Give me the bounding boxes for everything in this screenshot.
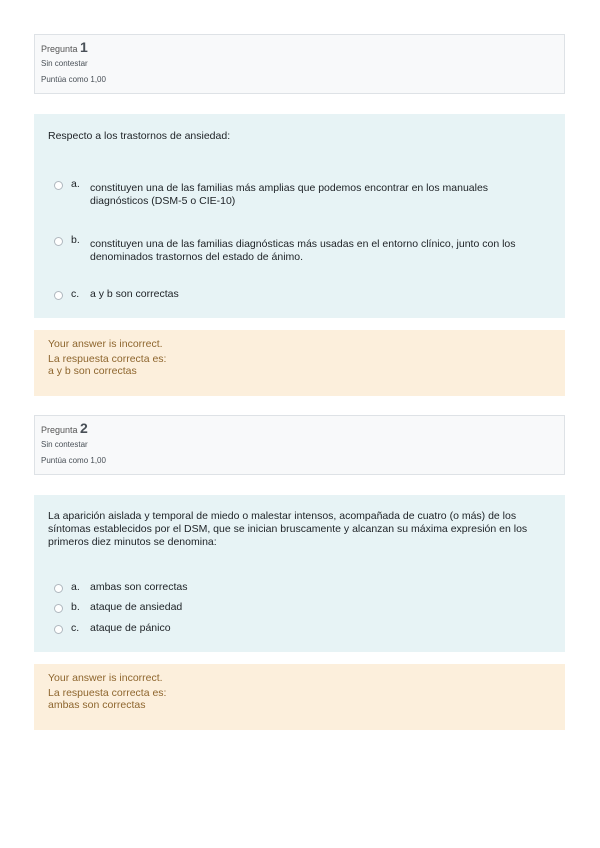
q2-content — [34, 495, 565, 652]
q2-number-label: Pregunta — [41, 425, 78, 435]
q2-status: Sin contestar — [41, 440, 88, 449]
q2-option-b-letter: b. — [71, 601, 80, 613]
q1-radio-b[interactable] — [54, 237, 63, 246]
q2-option-a[interactable] — [54, 581, 545, 595]
q2-option-c-text: ataque de pánico — [90, 622, 171, 634]
q1-radio-a[interactable] — [54, 181, 63, 190]
q2-radio-a[interactable] — [54, 584, 63, 593]
q1-radio-c[interactable] — [54, 291, 63, 300]
q2-option-c[interactable] — [54, 622, 545, 636]
q1-correct-answer: a y b son correctas — [48, 365, 137, 377]
q1-option-b[interactable] — [54, 234, 545, 263]
q1-feedback — [34, 330, 565, 396]
q1-feedback-incorrect: Your answer is incorrect. — [48, 338, 163, 350]
q2-feedback — [34, 664, 565, 730]
q1-number-label: Pregunta — [41, 44, 78, 54]
q2-radio-b[interactable] — [54, 604, 63, 613]
q1-number — [41, 40, 558, 56]
q2-option-a-text: ambas son correctas — [90, 581, 188, 593]
q1-content — [34, 114, 565, 318]
q1-status: Sin contestar — [41, 59, 88, 68]
q1-number-value: 1 — [80, 39, 88, 55]
q1-option-c-letter: c. — [71, 288, 80, 300]
q1-grade: Puntúa como 1,00 — [41, 75, 106, 84]
q1-info-box — [34, 34, 565, 94]
q2-grade: Puntúa como 1,00 — [41, 456, 106, 465]
q1-option-b-text: constituyen una de las familias diagnósticas más usadas en el entorno clínico, junto con los denominados trastornos del estado de ánimo. — [90, 238, 516, 263]
q2-info-box — [34, 415, 565, 475]
q2-option-b[interactable] — [54, 601, 545, 615]
q1-option-c-text: a y b son correctas — [90, 288, 179, 300]
q2-option-a-letter: a. — [71, 581, 80, 593]
q2-number-value: 2 — [80, 420, 88, 436]
q2-number — [41, 421, 558, 437]
q1-option-b-letter: b. — [71, 234, 80, 246]
q1-text: Respecto a los trastornos de ansiedad: — [48, 130, 231, 142]
q1-correct-label: La respuesta correcta es: — [48, 353, 167, 365]
q2-option-b-text: ataque de ansiedad — [90, 601, 183, 613]
q2-text: La aparición aislada y temporal de miedo o malestar intensos, acompañada de cuatro (o más) de los síntomas establecidos por el DSM, que se inician bruscamente y alcanzan su máxima expresión en los primeros diez minutos se denomina: — [48, 510, 528, 548]
q1-option-a[interactable] — [54, 178, 545, 207]
q2-correct-label: La respuesta correcta es: — [48, 687, 167, 699]
q1-option-c[interactable] — [54, 288, 545, 302]
q1-option-a-text: constituyen una de las familias más amplias que podemos encontrar en los manuales diagnósticos (DSM-5 o CIE-10) — [90, 182, 489, 207]
q2-correct-answer: ambas son correctas — [48, 699, 146, 711]
q2-option-c-letter: c. — [71, 622, 80, 634]
q2-feedback-incorrect: Your answer is incorrect. — [48, 672, 163, 684]
q1-option-a-letter: a. — [71, 178, 80, 190]
q2-radio-c[interactable] — [54, 625, 63, 634]
